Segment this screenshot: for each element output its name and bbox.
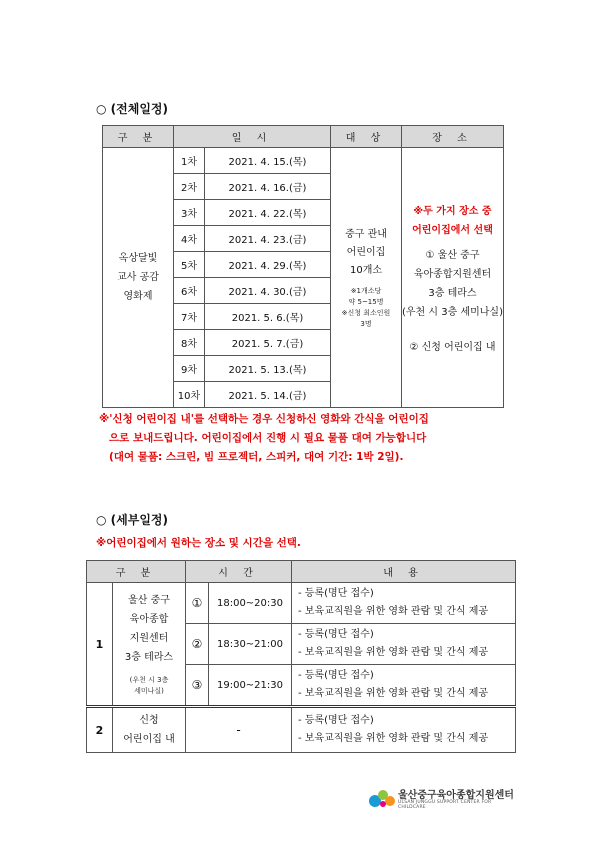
slot-content — [292, 707, 516, 753]
slot-number: ② — [186, 624, 209, 665]
logo-mark-icon — [368, 787, 396, 809]
slot-time: 18:30~21:00 — [209, 624, 292, 665]
logo-subtitle: ULSAN JUNGGU SUPPORT CENTER FOR CHILDCARE — [398, 800, 492, 810]
section-title-overall: ○ (전체일정) — [96, 102, 168, 116]
notice-line: 으로 보내드립니다. 어린이집에서 진행 시 필요 물품 대여 가능합니다 — [109, 432, 427, 444]
content-line: - 등록(명단 접수) — [298, 588, 374, 599]
content-line: - 등록(명단 접수) — [298, 670, 374, 681]
category-line: 영화제 — [123, 291, 153, 302]
place-line: 신청 — [139, 715, 159, 726]
slot-content — [292, 583, 516, 624]
session-number: 10차 — [174, 382, 205, 408]
place-line: 울산 중구 — [128, 595, 170, 606]
place-red-line: 어린이집에서 선택 — [412, 225, 493, 236]
detail-subtitle: ※어린이집에서 원하는 장소 및 시간을 선택. — [96, 537, 301, 549]
section-title-detail: ○ (세부일정) — [96, 513, 168, 527]
slot-time: 19:00~21:30 — [209, 665, 292, 707]
target-note-line: 약 5~15명 — [348, 297, 384, 306]
header-place: 장 소 — [402, 126, 504, 148]
content-line: - 등록(명단 접수) — [298, 715, 374, 726]
session-number: 7차 — [174, 304, 205, 330]
header-category: 구 분 — [87, 561, 186, 583]
header-time: 시 간 — [186, 561, 292, 583]
header-content: 내 용 — [292, 561, 516, 583]
group-number: 2 — [87, 707, 113, 753]
session-date: 2021. 5. 6.(목) — [205, 304, 331, 330]
session-number: 3차 — [174, 200, 205, 226]
header-target: 대 상 — [331, 126, 402, 148]
center-logo — [368, 786, 518, 810]
session-number: 1차 — [174, 148, 205, 174]
content-line: - 보육교직원을 위한 영화 관람 및 간식 제공 — [298, 688, 489, 699]
session-date: 2021. 4. 23.(금) — [205, 226, 331, 252]
content-line: - 보육교직원을 위한 영화 관람 및 간식 제공 — [298, 606, 489, 617]
event-category-cell — [103, 148, 174, 408]
session-number: 6차 — [174, 278, 205, 304]
session-date: 2021. 4. 22.(목) — [205, 200, 331, 226]
session-date: 2021. 5. 14.(금) — [205, 382, 331, 408]
session-date: 2021. 4. 30.(금) — [205, 278, 331, 304]
session-date: 2021. 4. 29.(목) — [205, 252, 331, 278]
place-line: 3층 테라스 — [124, 652, 174, 663]
session-number: 2차 — [174, 174, 205, 200]
notice-line: (대여 물품: 스크린, 빔 프로젝터, 스피커, 대여 기간: 1박 2일). — [109, 451, 404, 463]
session-date: 2021. 5. 13.(목) — [205, 356, 331, 382]
target-cell — [331, 148, 402, 408]
category-line: 옥상달빛 — [118, 253, 158, 264]
target-note-line: ※신청 최소인원 — [341, 308, 391, 317]
session-date: 2021. 5. 7.(금) — [205, 330, 331, 356]
slot-number: ③ — [186, 665, 209, 707]
place-option1-line: ① 울산 중구 — [425, 250, 480, 261]
notice-block — [99, 410, 519, 467]
place-option2: ② 신청 어린이집 내 — [409, 342, 496, 353]
target-note-line: 3명 — [360, 319, 372, 328]
session-number: 9차 — [174, 356, 205, 382]
place-note-line: 세미나실) — [134, 687, 164, 695]
group2-time: - — [186, 707, 292, 753]
slot-number: ① — [186, 583, 209, 624]
target-note-line: ※1개소당 — [350, 286, 382, 295]
place-line: 지원센터 — [129, 633, 169, 644]
session-date: 2021. 4. 16.(금) — [205, 174, 331, 200]
detail-schedule-table — [86, 560, 516, 753]
group-number: 1 — [87, 583, 113, 707]
slot-time: 18:00~20:30 — [209, 583, 292, 624]
target-line: 중구 관내 — [345, 228, 387, 240]
group1-place-cell — [113, 583, 186, 707]
header-datetime: 일 시 — [174, 126, 331, 148]
place-line: 육아종합 — [129, 614, 169, 625]
category-line: 교사 공감 — [117, 272, 159, 283]
header-category: 구 분 — [103, 126, 174, 148]
place-line: 어린이집 내 — [123, 734, 175, 745]
slot-content — [292, 665, 516, 707]
session-number: 8차 — [174, 330, 205, 356]
place-option1-line: 3층 테라스 — [428, 288, 477, 299]
content-line: - 보육교직원을 위한 영화 관람 및 간식 제공 — [298, 733, 489, 744]
slot-content — [292, 624, 516, 665]
target-line: 어린이집 — [346, 246, 386, 258]
notice-line: ※'신청 어린이집 내'를 선택하는 경우 신청하신 영화와 간식을 어린이집 — [99, 413, 429, 425]
session-number: 4차 — [174, 226, 205, 252]
target-line: 10개소 — [349, 264, 383, 276]
overall-schedule-table — [102, 125, 504, 408]
place-red-line: ※두 가지 장소 중 — [413, 206, 492, 217]
place-option1-line: 육아종합지원센터 — [413, 269, 492, 280]
place-cell — [402, 148, 504, 408]
group2-place-cell — [113, 707, 186, 753]
content-line: - 보육교직원을 위한 영화 관람 및 간식 제공 — [298, 647, 489, 658]
session-date: 2021. 4. 15.(목) — [205, 148, 331, 174]
content-line: - 등록(명단 접수) — [298, 629, 374, 640]
place-option1-line: (우천 시 3층 세미나실) — [402, 307, 503, 318]
place-note-line: (우천 시 3층 — [129, 676, 169, 684]
session-number: 5차 — [174, 252, 205, 278]
logo-name: 울산중구육아종합지원센터 — [398, 790, 514, 801]
